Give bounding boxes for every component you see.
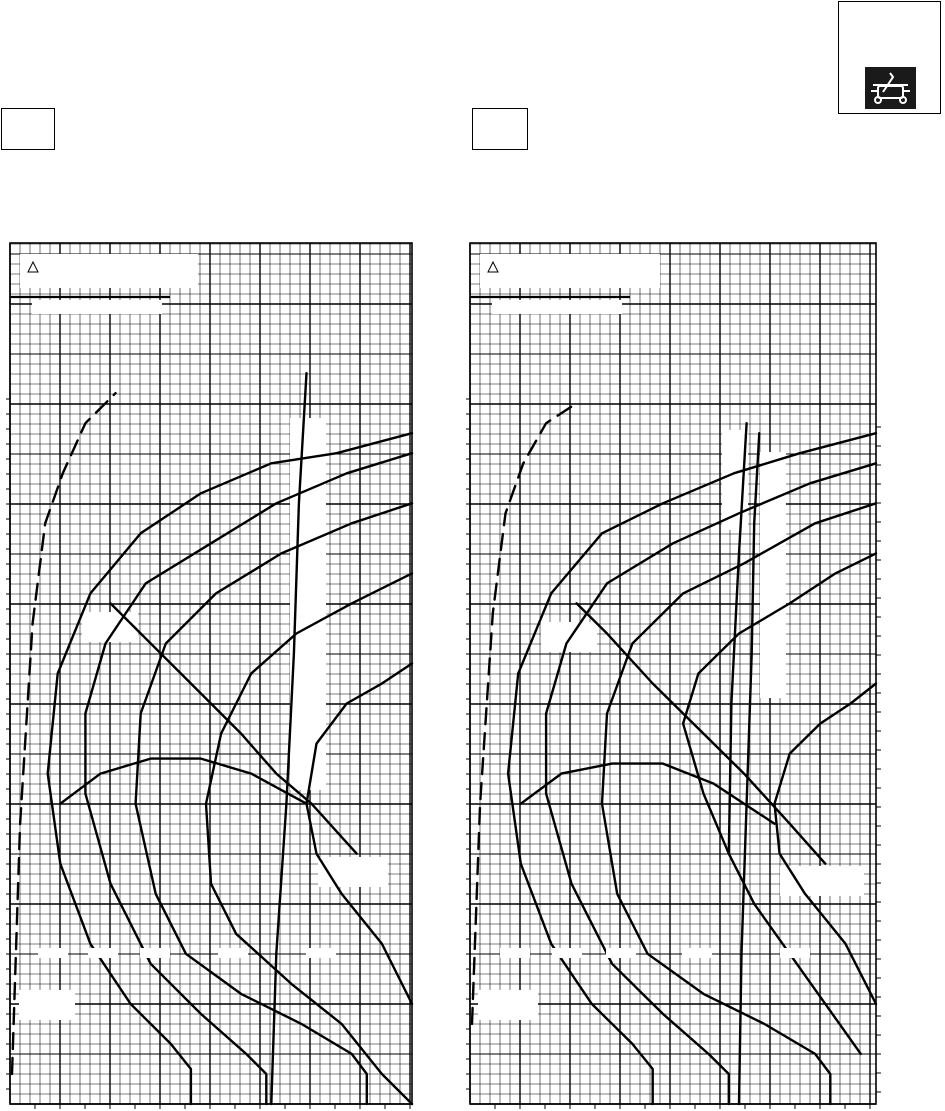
grid	[470, 243, 876, 1104]
dashed-series-line-0	[472, 403, 577, 1024]
curve-label-gap	[682, 948, 712, 958]
curve-label-gap	[500, 948, 530, 958]
legend-box	[480, 254, 660, 288]
curve-label-gap	[780, 948, 810, 958]
label-mask	[478, 990, 538, 1020]
curve-label-gap	[606, 948, 636, 958]
label-mask	[760, 452, 786, 698]
series-line-8	[521, 764, 775, 824]
label-mask	[780, 866, 864, 896]
label-mask	[541, 622, 597, 652]
plot-frame	[470, 243, 876, 1104]
curve-label-gap	[552, 948, 582, 958]
series-line-9	[577, 603, 826, 863]
legend-rule-mask	[492, 300, 622, 314]
